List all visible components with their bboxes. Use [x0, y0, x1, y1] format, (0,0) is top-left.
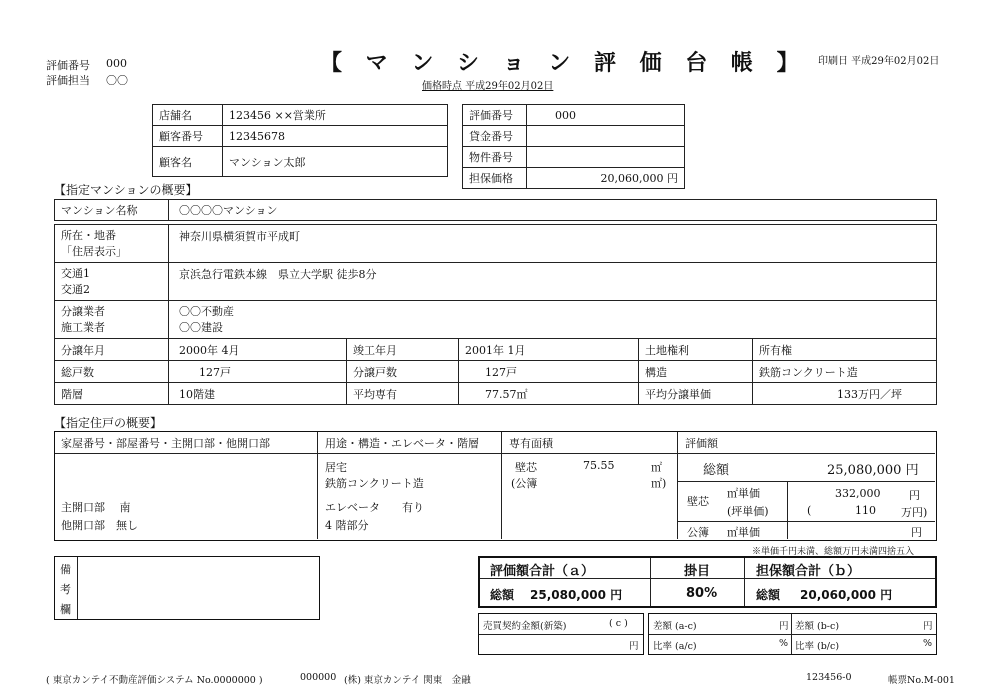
eval-box-no-value: 000: [527, 105, 685, 126]
traffic-label: [55, 263, 169, 301]
contract-label: 売買契約金額(新築): [483, 621, 567, 632]
unit-price-yen: 円: [909, 489, 920, 502]
unit-total-value: 25,080,000 円: [827, 463, 919, 478]
wall-label: 壁芯: [687, 495, 709, 508]
mansion-name-table: [54, 199, 937, 221]
property-no-value: [527, 147, 685, 168]
unit-total-label: 総額: [703, 463, 730, 478]
location-label: [55, 225, 169, 263]
col-header-use: 用途・構造・エレベータ・階層: [325, 437, 479, 450]
grid-label: 竣工年月: [347, 339, 459, 361]
col-header-area: 専有面積: [509, 437, 553, 450]
grid-value: 77.57㎡: [459, 383, 639, 405]
mansion-detail-table: [54, 224, 937, 405]
ratio-bc-unit: %: [923, 638, 933, 649]
col-header-house: 家屋番号・部屋番号・主開口部・他開口部: [61, 437, 270, 450]
grid-value: 2000年 4月: [169, 339, 347, 361]
summary-b-label: 総額: [756, 588, 781, 602]
summary-b-header: 担保額合計（ｂ）: [756, 564, 861, 579]
summary-a-header: 評価額合計（ａ）: [490, 564, 595, 579]
area-public-label: (公簿: [511, 477, 538, 490]
tsubo-value: 110: [855, 504, 876, 517]
tsubo-paren: (: [807, 504, 812, 517]
eval-staff-label: 評価担当: [46, 74, 90, 87]
diff-box: [648, 613, 937, 655]
traffic-label-line1: 交通1: [61, 266, 90, 280]
footer-company: (株) 東京カンテイ 関東 金融: [344, 675, 471, 686]
grid-label: 平均分譲単価: [639, 383, 753, 405]
unit-structure: 鉄筋コンクリート造: [325, 477, 424, 490]
print-date: 印刷日 平成29年02月02日: [818, 56, 940, 67]
unit-detail-box: [54, 431, 937, 541]
footer-system: ( 東京カンテイ不動産評価システム No.0000000 ): [46, 675, 263, 686]
tsubo-label: (坪単価): [727, 505, 769, 518]
col-header-eval: 評価額: [685, 437, 718, 450]
public-yen: 円: [911, 526, 922, 539]
collateral-price-label: 担保価格: [463, 168, 527, 189]
mansion-name-label: マンション名称: [55, 200, 169, 221]
unit-elevator: エレベータ 有り: [325, 501, 424, 514]
summary-rate-header: 掛目: [684, 564, 711, 579]
store-name-label: 店舗名: [153, 105, 223, 126]
collateral-price-value: 20,060,000 円: [527, 168, 685, 189]
remarks-label-3: 欄: [60, 603, 71, 616]
unit-price-value: 332,000: [835, 487, 881, 500]
grid-value: 所有権: [753, 339, 937, 361]
mansion-name-value: 〇〇〇〇マンション: [169, 200, 937, 221]
footer-form-no: 帳票No.M-001: [888, 675, 955, 686]
rounding-note: ※単価千円未満、総額万円未満四捨五入: [752, 547, 915, 557]
section-unit-title: 【指定住戸の概要】: [54, 416, 163, 430]
location-value: 神奈川県横須賀市平成町: [169, 225, 937, 263]
area-wall-value: 75.55: [583, 459, 615, 472]
public-unit-label: ㎡単価: [727, 526, 760, 539]
grid-value: 鉄筋コンクリート造: [753, 361, 937, 383]
area-wall-label: 壁芯: [515, 461, 537, 474]
seller-label: [55, 301, 169, 339]
grid-value: 127戸: [459, 361, 639, 383]
remarks-label-2: 考: [60, 583, 71, 596]
eval-no-label: 評価番号: [46, 59, 90, 72]
seller-label-line2: 施工業者: [61, 320, 105, 334]
footer-ref: 123456-0: [806, 672, 852, 683]
traffic-value: 京浜急行電鉄本線 県立大学駅 徒歩8分: [169, 263, 937, 301]
summary-b-value: 20,060,000 円: [800, 588, 893, 602]
grid-value: 133万円／坪: [753, 383, 937, 405]
grid-label: 構造: [639, 361, 753, 383]
ratio-ac-unit: %: [779, 638, 789, 649]
contract-box: [478, 613, 644, 655]
area-public-unit: ㎡): [651, 477, 667, 490]
grid-label: 総戸数: [55, 361, 169, 383]
seller-value-line1: 〇〇不動産: [179, 304, 234, 318]
diff-ac-label: 差額 (a-c): [653, 621, 697, 632]
store-name-value: 123456 ××営業所: [223, 105, 448, 126]
page-title: 【 マ ン シ ョ ン 評 価 台 帳 】: [320, 50, 807, 76]
location-label-line2: 「住居表示」: [61, 244, 127, 258]
summary-a-label: 総額: [490, 588, 515, 602]
loan-no-label: 貸金番号: [463, 126, 527, 147]
main-opening: 主開口部 南: [61, 501, 131, 514]
ratio-bc-label: 比率 (b/c): [795, 641, 840, 652]
contract-yen: 円: [629, 641, 639, 652]
seller-value: [169, 301, 937, 339]
diff-bc-label: 差額 (b-c): [795, 621, 840, 632]
summary-rate-value: 80%: [686, 586, 718, 601]
grid-value: 2001年 1月: [459, 339, 639, 361]
property-no-label: 物件番号: [463, 147, 527, 168]
grid-label: 分譲戸数: [347, 361, 459, 383]
grid-label: 分譲年月: [55, 339, 169, 361]
grid-value: 127戸: [169, 361, 347, 383]
eval-no-value: 000: [106, 57, 127, 70]
diff-bc-unit: 円: [923, 621, 933, 632]
loan-no-value: [527, 126, 685, 147]
diff-ac-unit: 円: [779, 621, 789, 632]
customer-no-label: 顧客番号: [153, 126, 223, 147]
eval-box-no-label: 評価番号: [463, 105, 527, 126]
summary-box: [478, 556, 937, 608]
eval-info-table: [462, 104, 685, 189]
grid-label: 平均専有: [347, 383, 459, 405]
unit-price-label: ㎡単価: [727, 487, 760, 500]
customer-name-label: 顧客名: [153, 147, 223, 177]
public-label: 公簿: [687, 526, 709, 539]
footer-code: 000000: [300, 672, 337, 683]
traffic-label-line2: 交通2: [61, 282, 90, 296]
unit-use: 居宅: [325, 461, 347, 474]
grid-label: 階層: [55, 383, 169, 405]
customer-name-value: マンション太郎: [223, 147, 448, 177]
tsubo-unit: 万円): [901, 506, 928, 519]
remarks-label-1: 備: [60, 563, 71, 576]
area-unit: ㎡: [651, 461, 662, 474]
seller-value-line2: 〇〇建設: [179, 320, 223, 334]
grid-label: 土地権利: [639, 339, 753, 361]
eval-staff-value: 〇〇: [106, 74, 128, 87]
section-mansion-title: 【指定マンションの概要】: [54, 183, 198, 197]
remarks-box: [54, 556, 320, 620]
contract-c: ( c ): [609, 618, 628, 629]
grid-value: 10階建: [169, 383, 347, 405]
store-info-table: [152, 104, 448, 177]
location-label-line1: 所在・地番: [61, 228, 116, 242]
unit-floor: 4 階部分: [325, 519, 369, 532]
other-opening: 他開口部 無し: [61, 519, 138, 532]
seller-label-line1: 分譲業者: [61, 304, 105, 318]
ratio-ac-label: 比率 (a/c): [653, 641, 697, 652]
customer-no-value: 12345678: [223, 126, 448, 147]
price-date: 価格時点 平成29年02月02日: [422, 81, 554, 92]
summary-a-value: 25,080,000 円: [530, 588, 623, 602]
